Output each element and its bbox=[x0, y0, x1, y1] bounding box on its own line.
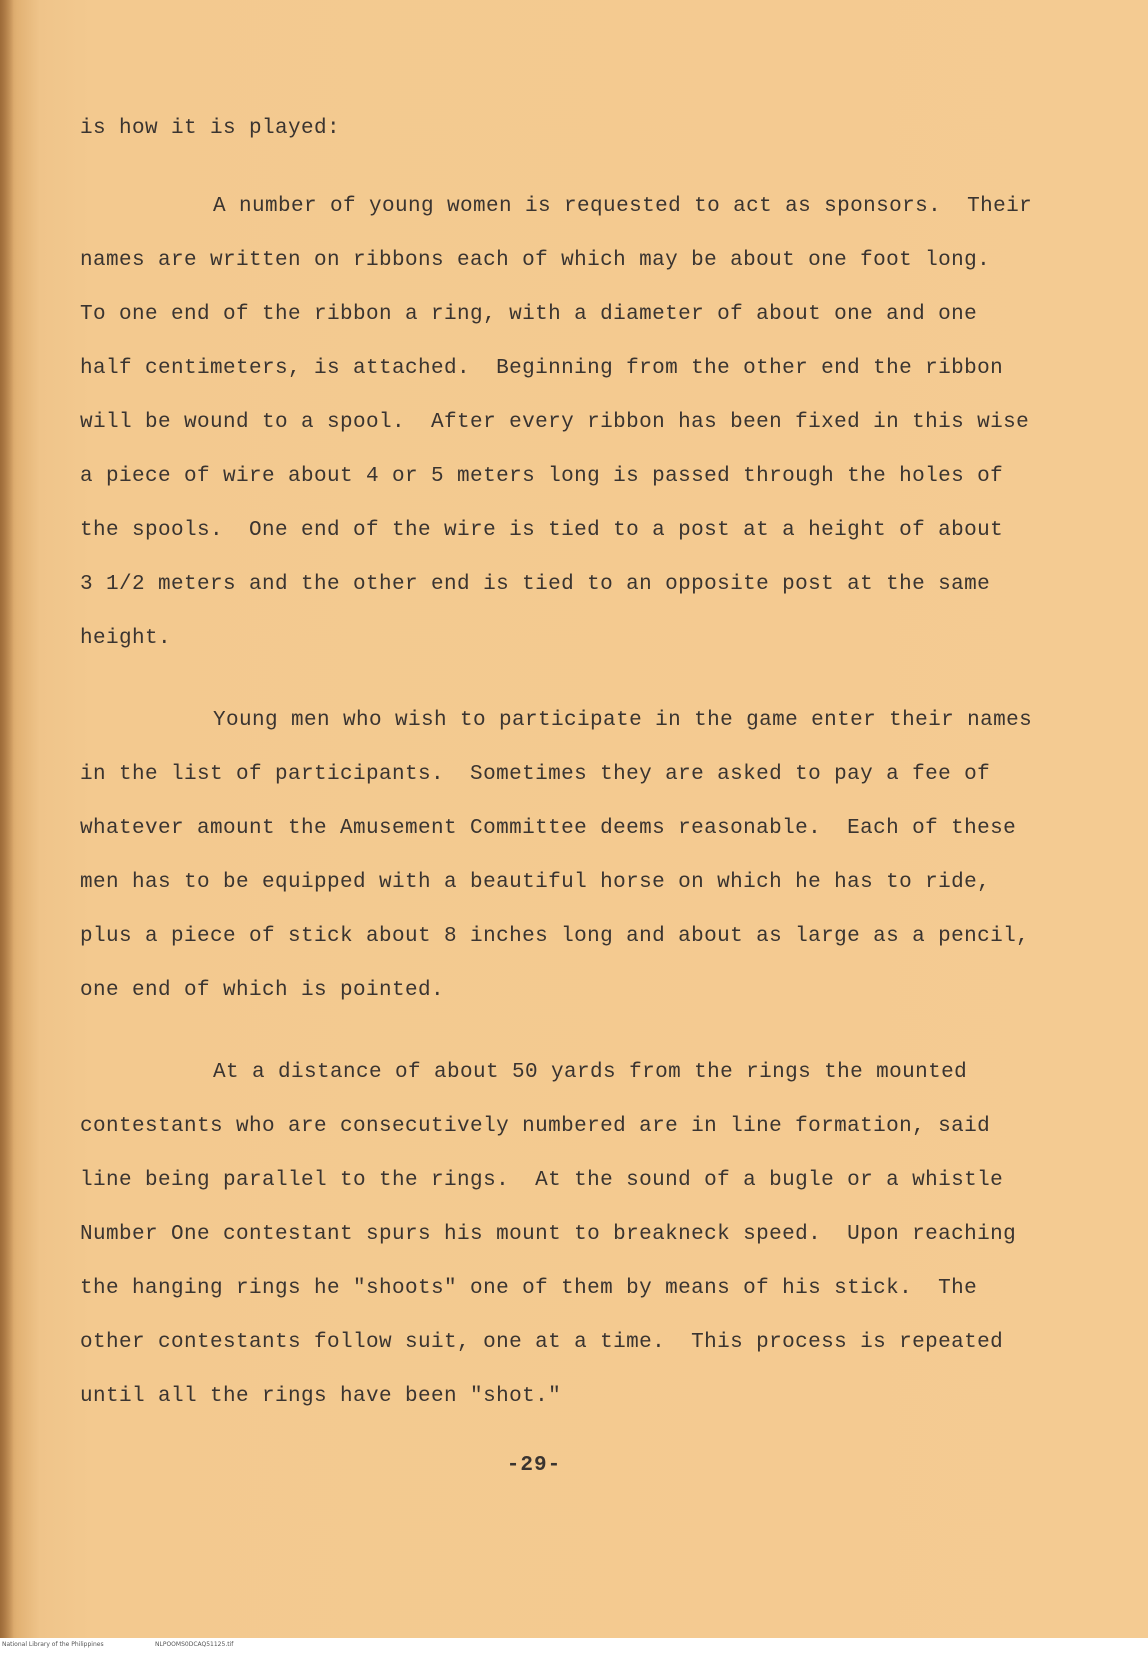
text-line: half centimeters, is attached. Beginning from the other end the ribbon bbox=[80, 357, 1004, 380]
text-line: At a distance of about 50 yards from the rings the mounted bbox=[213, 1061, 968, 1084]
text-line: height. bbox=[80, 627, 172, 650]
text-line: men has to be equipped with a beautiful horse on which he has to ride, bbox=[80, 871, 991, 894]
text-line: whatever amount the Amusement Committee deems reasonable. Each of these bbox=[80, 817, 1017, 840]
text-line: Number One contestant spurs his mount to breakneck speed. Upon reaching bbox=[80, 1223, 1017, 1246]
text-line: To one end of the ribbon a ring, with a diameter of about one and one bbox=[80, 303, 978, 326]
text-line: names are written on ribbons each of which may be about one foot long. bbox=[80, 249, 991, 272]
text-line: in the list of participants. Sometimes they are asked to pay a fee of bbox=[80, 763, 991, 786]
text-line: 3 1/2 meters and the other end is tied to an opposite post at the same bbox=[80, 573, 991, 596]
text-line: will be wound to a spool. After every ribbon has been fixed in this wise bbox=[80, 411, 1030, 434]
footer-library: National Library of the Philippines bbox=[2, 1641, 104, 1648]
paragraph-intro bbox=[80, 102, 1060, 156]
text-line: A number of young women is requested to act as sponsors. Their bbox=[213, 195, 1033, 218]
text-line: line being parallel to the rings. At the sound of a bugle or a whistle bbox=[80, 1169, 1004, 1192]
text-line: one end of which is pointed. bbox=[80, 979, 445, 1002]
page-edge-shadow bbox=[0, 0, 14, 1638]
text-line: the hanging rings he "shoots" one of them by means of his stick. The bbox=[80, 1277, 978, 1300]
text-line: until all the rings have been "shot." bbox=[80, 1385, 562, 1408]
page-number: -29- bbox=[506, 1454, 562, 1477]
text-line: plus a piece of stick about 8 inches long and about as large as a pencil, bbox=[80, 925, 1030, 948]
text-line: contestants who are consecutively numbered are in line formation, said bbox=[80, 1115, 991, 1138]
text-line: Young men who wish to participate in the game enter their names bbox=[213, 709, 1033, 732]
paragraph-participants bbox=[80, 694, 1060, 1018]
text-line: other contestants follow suit, one at a time. This process is repeated bbox=[80, 1331, 1004, 1354]
paragraph-contest bbox=[80, 1046, 1060, 1424]
text-line: is how it is played: bbox=[80, 117, 341, 140]
paragraph-sponsors bbox=[80, 180, 1060, 666]
footer-file-id: NLPOOMS0DCAQ51125.tif bbox=[155, 1641, 234, 1648]
text-line: a piece of wire about 4 or 5 meters long is passed through the holes of bbox=[80, 465, 1004, 488]
scan-footer bbox=[0, 1638, 1148, 1658]
text-line: the spools. One end of the wire is tied to a post at a height of about bbox=[80, 519, 1004, 542]
